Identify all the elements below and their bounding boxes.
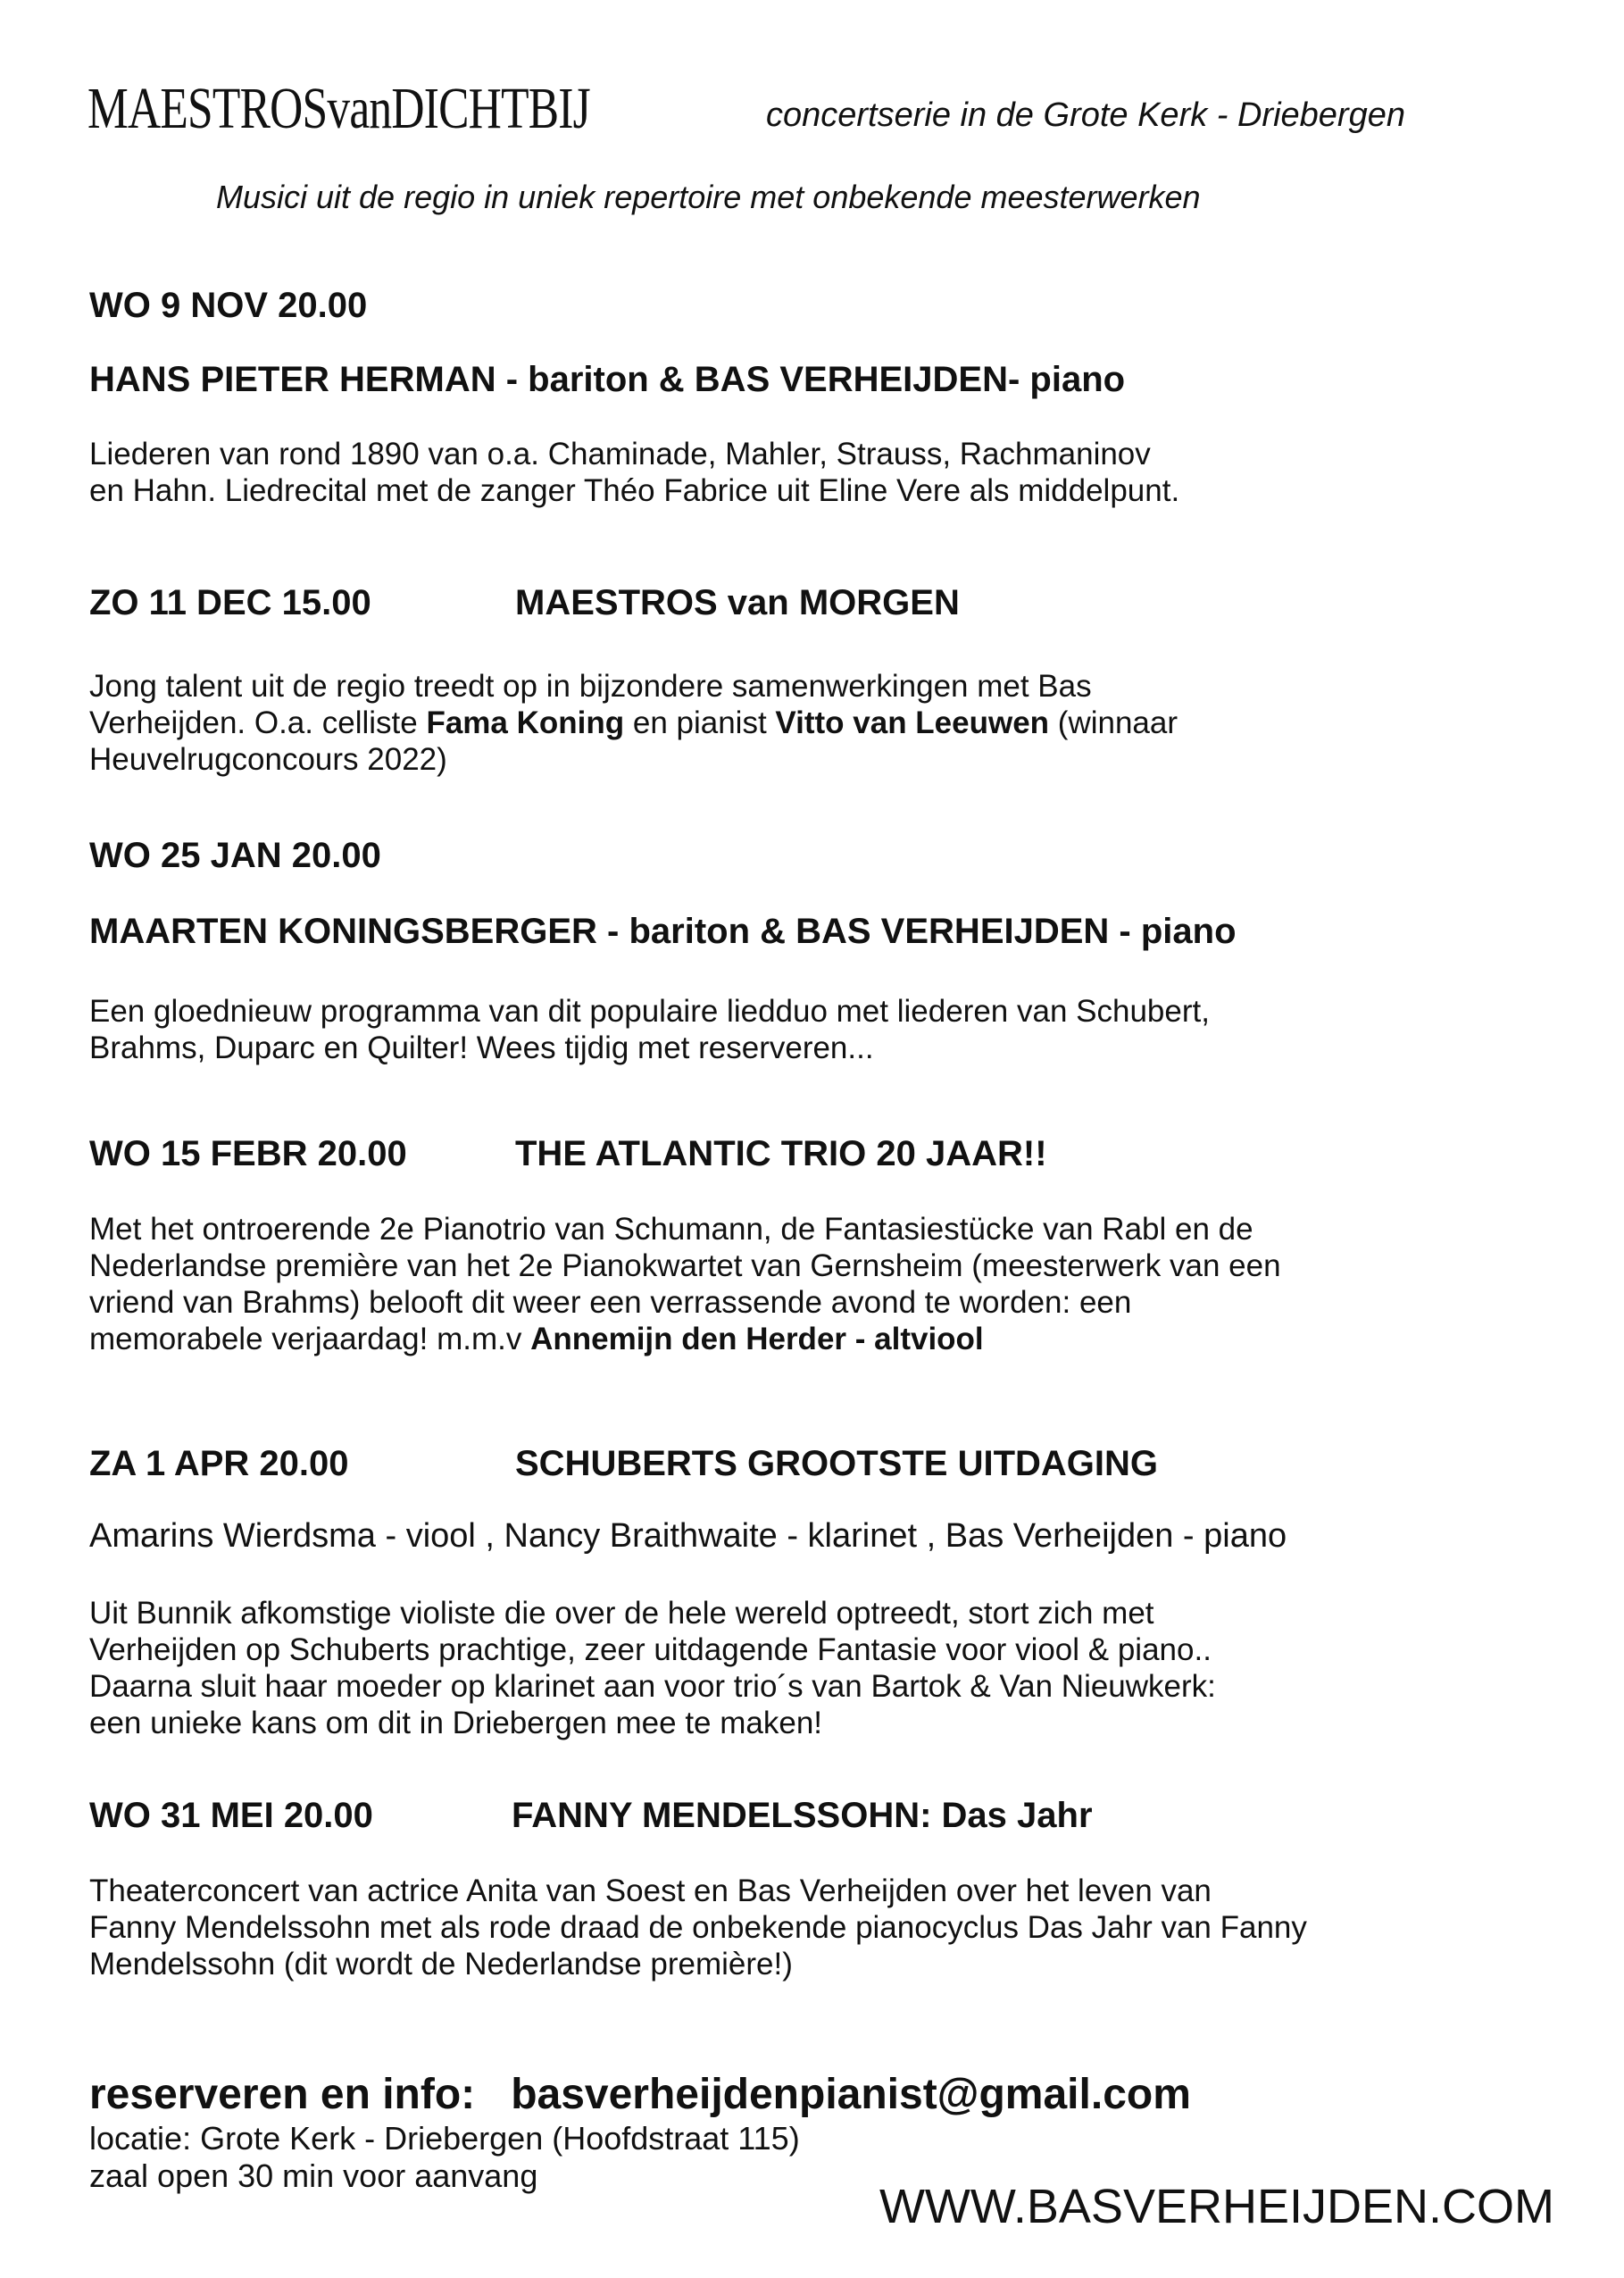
description-line: vriend van Brahms) belooft dit weer een verrassende avond te worden: een xyxy=(89,1285,1132,1320)
event-date: ZO 11 DEC 15.00 xyxy=(89,583,371,622)
event-description xyxy=(89,1873,1307,1982)
event-description xyxy=(89,993,1210,1066)
series-title: MAESTROSvanDICHTBIJ xyxy=(87,76,590,141)
series-subtitle: Musici uit de regio in uniek repertoire met onbekende meesterwerken xyxy=(216,179,1201,215)
series-tagline: concertserie in de Grote Kerk - Driebergen xyxy=(766,96,1405,134)
guest-musician: Annemijn den Herder - altviool xyxy=(530,1322,984,1356)
description-line: Theaterconcert van actrice Anita van Soest en Bas Verheijden over het leven van xyxy=(89,1873,1212,1908)
description-line: Daarna sluit haar moeder op klarinet aan voor trio´s van Bartok & Van Nieuwkerk: xyxy=(89,1669,1216,1704)
event-description xyxy=(89,1595,1216,1741)
text: Verheijden. O.a. celliste xyxy=(89,705,427,740)
description-line: Heuvelrugconcours 2022) xyxy=(89,742,447,777)
description-line: Verheijden op Schuberts prachtige, zeer uitdagende Fantasie voor viool & piano.. xyxy=(89,1632,1212,1667)
description-line: een unieke kans om dit in Driebergen mee te maken! xyxy=(89,1706,823,1740)
event-description xyxy=(89,1211,1281,1357)
reservation-info xyxy=(89,2070,1191,2119)
description-line: Fanny Mendelssohn met als rode draad de onbekende pianocyclus Das Jahr van Fanny xyxy=(89,1910,1307,1945)
event-date: WO 31 MEI 20.00 xyxy=(89,1796,373,1835)
doors-open: zaal open 30 min voor aanvang xyxy=(89,2157,538,2194)
event-description xyxy=(89,436,1179,509)
event-title: FANNY MENDELSSOHN: Das Jahr xyxy=(512,1796,1093,1835)
description-line: Uit Bunnik afkomstige violiste die over de hele wereld optreedt, stort zich met xyxy=(89,1596,1154,1631)
description-line xyxy=(89,1321,1281,1357)
event-date: ZA 1 APR 20.00 xyxy=(89,1444,349,1483)
event-performers: HANS PIETER HERMAN - bariton & BAS VERHEIJDEN- piano xyxy=(89,360,1126,399)
reservation-label: reserveren en info: xyxy=(89,2071,476,2118)
event-description xyxy=(89,668,1178,778)
event-date: WO 15 FEBR 20.00 xyxy=(89,1134,407,1173)
description-line: Brahms, Duparc en Quilter! Wees tijdig met reserveren... xyxy=(89,1031,874,1065)
description-line: Liederen van rond 1890 van o.a. Chaminade, Mahler, Strauss, Rachmaninov xyxy=(89,437,1151,471)
event-title: SCHUBERTS GROOTSTE UITDAGING xyxy=(515,1444,1159,1483)
description-line: Jong talent uit de regio treedt op in bijzondere samenwerkingen met Bas xyxy=(89,669,1092,704)
description-line xyxy=(89,705,1178,741)
event-date: WO 9 NOV 20.00 xyxy=(89,286,368,325)
event-title: THE ATLANTIC TRIO 20 JAAR!! xyxy=(515,1134,1047,1173)
event-date: WO 25 JAN 20.00 xyxy=(89,836,381,875)
email-link[interactable]: basverheijdenpianist@gmail.com xyxy=(511,2071,1191,2118)
description-line: Met het ontroerende 2e Pianotrio van Schumann, de Fantasiestücke van Rabl en de xyxy=(89,1212,1253,1247)
description-line: en Hahn. Liedrecital met de zanger Théo Fabrice uit Eline Vere als middelpunt. xyxy=(89,473,1180,508)
event-performers: MAARTEN KONINGSBERGER - bariton & BAS VERHEIJDEN - piano xyxy=(89,912,1237,951)
location: locatie: Grote Kerk - Driebergen (Hoofdstraat 115) xyxy=(89,2120,800,2157)
text: memorabele verjaardag! m.m.v xyxy=(89,1322,531,1356)
event-title: MAESTROS van MORGEN xyxy=(515,583,960,622)
text: en pianist xyxy=(624,705,776,740)
text: (winnaar xyxy=(1049,705,1178,740)
pianist-name: Vitto van Leeuwen xyxy=(775,705,1050,740)
cellist-name: Fama Koning xyxy=(426,705,625,740)
description-line: Nederlandse première van het 2e Pianokwartet van Gernsheim (meesterwerk van een xyxy=(89,1248,1281,1283)
event-performers: Amarins Wierdsma - viool , Nancy Braithwaite - klarinet , Bas Verheijden - piano xyxy=(89,1517,1287,1555)
description-line: Een gloednieuw programma van dit populaire liedduo met liederen van Schubert, xyxy=(89,994,1210,1029)
website-link[interactable]: WWW.BASVERHEIJDEN.COM xyxy=(879,2180,1554,2233)
description-line: Mendelssohn (dit wordt de Nederlandse première!) xyxy=(89,1947,793,1982)
